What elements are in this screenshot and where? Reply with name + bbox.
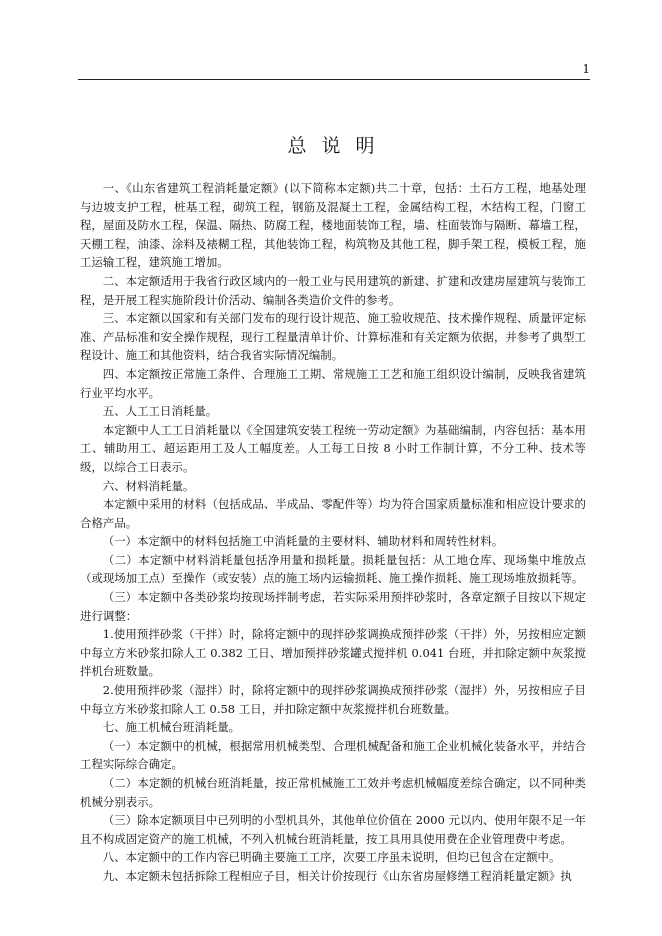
paragraph-4: 四、本定额按正常施工条件、合理施工工期、常规施工工艺和施工组织设计编制，反映我省建筑行业平均水平。 [80,366,586,400]
page-number: 1 [582,62,590,76]
body-text [80,179,586,886]
paragraph-8: 本定额中采用的材料（包括成品、半成品、零配件等）均为符合国家质量标准和相应设计要求的合格产品。 [80,497,586,530]
paragraph-15: （一）本定额中的机械，根据常用机械类型、合理机械配备和施工企业机械化装备水平，并结合工程实际综合确定。 [80,738,586,772]
paragraph-18: 八、本定额中的工作内容已明确主要施工工序，次要工序虽未说明，但均已包含在定额中。 [102,850,561,865]
paragraph-7: 六、材料消耗量。 [102,478,195,493]
paragraph-19: 九、本定额未包括拆除工程相应子目，相关计价按现行《山东省房屋修缮工程消耗量定额》执 [102,868,572,883]
paragraph-14: 七、施工机械台班消耗量。 [102,720,241,735]
paragraph-17: （三）除本定额项目中已列明的小型机具外，其他单位价值在 2000 元以内、使用年限不足一年且不构成固定资产的施工机械，不列入机械台班消耗量，按工具用具使用费在企业管理费中考虑。 [80,813,586,846]
paragraph-9: （一）本定额中的材料包括施工中消耗量的主要材料、辅助材料和周转性材料。 [102,534,504,549]
paragraph-10: （二）本定额中材料消耗量包括净用量和损耗量。损耗量包括：从工地仓库、现场集中堆放点（或现场加工点）至操作（或安装）点的施工场内运输损耗、施工操作损耗、施工现场堆放损耗等。 [80,552,586,586]
paragraph-13: 2.使用预拌砂浆（湿拌）时，除将定额中的现拌砂浆调换成预拌砂浆（湿拌）外，另按相应子目中每立方米砂浆扣除人工 0.58 工日，并扣除定额中灰浆搅拌机台班数量。 [80,683,586,716]
paragraph-2: 二、本定额适用于我省行政区域内的一般工业与民用建筑的新建、扩建和改建房屋建筑与装饰工程，是开展工程实施阶段计价活动、编制各类造价文件的参考。 [80,273,586,307]
paragraph-3: 三、本定额以国家和有关部门发布的现行设计规范、施工验收规范、技术操作规程、质量评定标准、产品标准和安全操作规程，现行工程量清单计价、计算标准和有关定额为依据，并参考了典型工程设计、施工和其他资料，结合我省实际情况编制。 [80,311,586,363]
paragraph-5: 五、人工工日消耗量。 [102,404,218,419]
header-rule [78,79,590,80]
page-title: 总说明 [287,135,390,157]
paragraph-12: 1.使用预拌砂浆（干拌）时，除将定额中的现拌砂浆调换成预拌砂浆（干拌）外，另按相应定额中每立方米砂浆扣除人工 0.382 工日、增加预拌砂浆罐式搅拌机 0.041 台班，并扣除定额中灰浆搅拌机台班数量。 [80,627,586,679]
paragraph-11: （三）本定额中各类砂浆均按现场拌制考虑，若实际采用预拌砂浆时，各章定额子目按以下规定进行调整： [80,590,586,623]
paragraph-1: 一、《山东省建筑工程消耗量定额》(以下简称本定额)共二十章，包括：土石方工程，地基处理与边坡支护工程，桩基工程，砌筑工程，钢筋及混凝土工程，金属结构工程，木结构工程，门窗工程，屋面及防水工程，保温、隔热、防腐工程，楼地面装饰工程，墙、柱面装饰与隔断、幕墙工程，天棚工程，油漆、涂料及裱糊工程，其他装饰工程，构筑物及其他工程，脚手架工程，模板工程，施工运输工程，建筑施工增加。 [80,181,586,270]
paragraph-6: 本定额中人工工日消耗量以《全国建筑安装工程统一劳动定额》为基础编制，内容包括：基本用工、辅助用工、超运距用工及人工幅度差。人工每工日按 8 小时工作制计算，不分工种、技术等级，以综合工日表示。 [80,422,586,474]
paragraph-16: （二）本定额的机械台班消耗量，按正常机械施工工效并考虑机械幅度差综合确定，以不同种类机械分别表示。 [80,776,586,809]
